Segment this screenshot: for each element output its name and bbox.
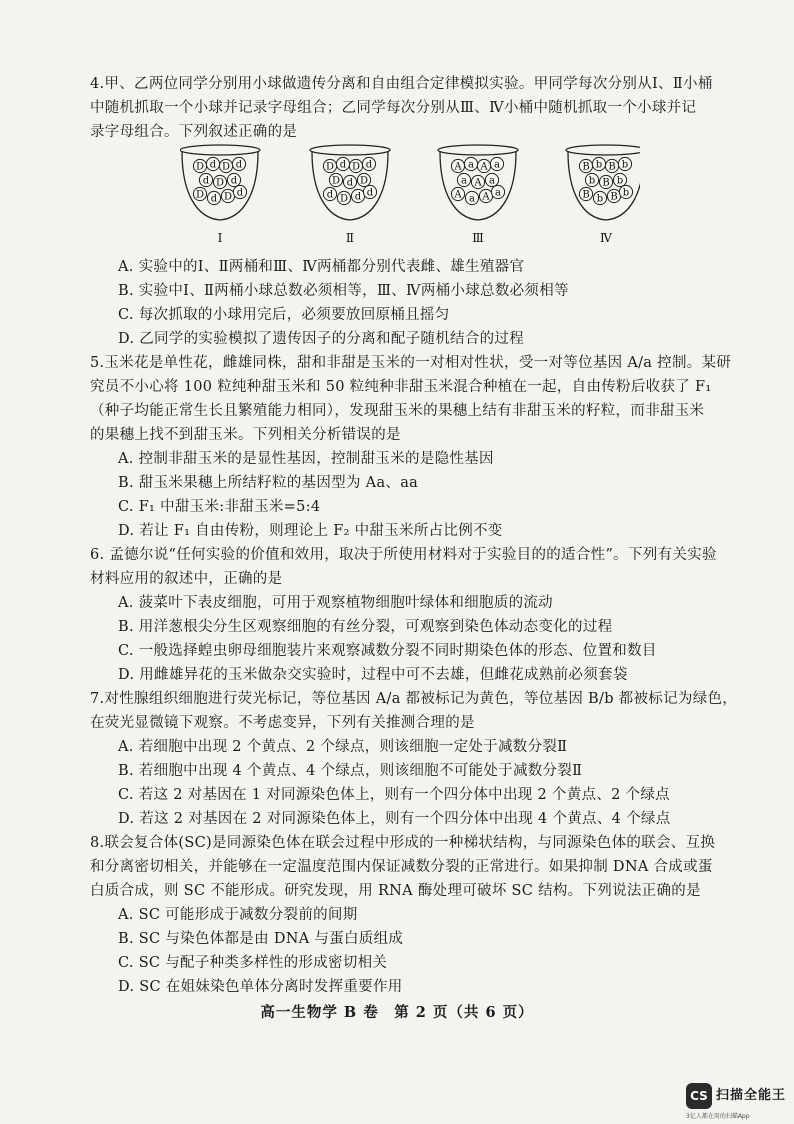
ball-letter: d: [339, 159, 347, 171]
ball-letter: D: [351, 161, 361, 173]
q5-stem-line-2: 究员不小心将 100 粒纯种甜玉米和 50 粒纯种非甜玉米混合种植在一起，自由传粉后收获了 F₁: [90, 379, 712, 395]
ball-letter: b: [596, 193, 604, 205]
q5-option-a: A. 控制非甜玉米的是显性基因，控制甜玉米的是隐性基因: [118, 451, 494, 467]
bucket-4: [566, 145, 640, 245]
ball-letter: A: [474, 177, 482, 189]
ball-letter: D: [195, 161, 205, 173]
ball-letter: a: [469, 193, 475, 205]
q6-option-a: A. 菠菜叶下表皮细胞，可用于观察植物细胞叶绿体和细胞质的流动: [118, 595, 553, 611]
ball-letter: D: [223, 191, 233, 203]
ball-letter: d: [210, 193, 218, 205]
ball-letter: d: [346, 177, 354, 189]
camscanner-watermark: [686, 1081, 794, 1121]
ball-letter: b: [622, 187, 630, 199]
q5-option-c: C. F₁ 中甜玉米:非甜玉米=5:4: [118, 499, 321, 515]
q4-option-c: C. 每次抓取的小球用完后，必须要放回原桶且摇匀: [118, 307, 450, 323]
ball-letter: d: [235, 159, 243, 171]
bucket-rim: [310, 145, 390, 155]
q7-stem-line-1: 7.对性腺组织细胞进行荧光标记，等位基因 A/a 都被标记为黄色，等位基因 B/b 都被标记为绿色，: [90, 691, 738, 707]
q4-option-a: A. 实验中的Ⅰ、Ⅱ两桶和Ⅲ、Ⅳ两桶都分别代表雌、雄生殖器官: [118, 259, 525, 275]
q5-option-b: B. 甜玉米果穗上所结籽粒的基因型为 Aa、aa: [118, 475, 419, 491]
ball-letter: a: [495, 187, 501, 199]
bucket-rim: [180, 145, 260, 155]
ball-letter: b: [588, 175, 596, 187]
ball-letter: A: [482, 191, 490, 203]
bucket-2: [310, 145, 390, 245]
q4-stem-line-3: 录字母组合。下列叙述正确的是: [90, 124, 298, 140]
ball-letter: B: [610, 191, 618, 203]
ball-letter: A: [454, 161, 462, 173]
q4-option-b: B. 实验中Ⅰ、Ⅱ两桶小球总数必须相等，Ⅲ、Ⅳ两桶小球总数必须相等: [118, 283, 569, 299]
ball-letter: d: [202, 175, 210, 187]
q6-option-d: D. 用雌雄异花的玉米做杂交实验时，过程中可不去雄，但雌花成熟前必须套袋: [118, 667, 628, 683]
q5-stem-line-4: 的果穗上找不到甜玉米。下列相关分析错误的是: [90, 427, 401, 443]
q8-option-d: D. SC 在姐妹染色单体分离时发挥重要作用: [118, 979, 403, 995]
ball-letter: B: [602, 177, 610, 189]
q5-stem-line-1: 5.玉米花是单性花，雌雄同株，甜和非甜是玉米的一对相对性状，受一对等位基因 A/a 控制。某研: [90, 355, 732, 371]
bucket-label: Ⅱ: [345, 231, 355, 245]
ball-letter: B: [608, 161, 616, 173]
bucket-diagram: [180, 142, 640, 252]
q8-option-a: A. SC 可能形成于减数分裂前的间期: [118, 907, 358, 923]
q8-stem-line-1: 8.联会复合体(SC)是同源染色体在联会过程中形成的一种梯状结构，与同源染色体的联会、互换: [90, 835, 716, 851]
ball-letter: D: [221, 161, 231, 173]
ball-letter: D: [331, 175, 341, 187]
ball-letter: d: [365, 159, 373, 171]
bucket-rim: [566, 145, 640, 155]
ball-letter: d: [354, 191, 362, 203]
page-footer: 高一生物学 B 卷 第 2 页（共 6 页）: [260, 1004, 534, 1021]
ball-letter: a: [468, 159, 474, 171]
q4-stem-line-1: 4.甲、乙两位同学分别用小球做遗传分离和自由组合定律模拟实验。甲同学每次分别从Ⅰ、Ⅱ小桶: [90, 76, 713, 92]
q6-stem-line-2: 材料应用的叙述中，正确的是: [90, 571, 283, 587]
ball-letter: d: [236, 187, 244, 199]
ball-letter: A: [480, 161, 488, 173]
ball-letter: d: [209, 159, 217, 171]
ball-letter: b: [616, 175, 624, 187]
ball-letter: b: [621, 159, 629, 171]
q6-option-b: B. 用洋葱根尖分生区观察细胞的有丝分裂，可观察到染色体动态变化的过程: [118, 619, 613, 635]
q5-option-d: D. 若让 F₁ 自由传粉，则理论上 F₂ 中甜玉米所占比例不变: [118, 523, 503, 539]
ball-letter: D: [195, 189, 205, 201]
ball-letter: D: [215, 177, 225, 189]
bucket-label: Ⅲ: [472, 231, 484, 245]
ball-letter: d: [230, 175, 238, 187]
bucket-label: Ⅳ: [600, 231, 612, 245]
q8-stem-line-2: 和分离密切相关，并能够在一定温度范围内保证减数分裂的正常进行。如果抑制 DNA 合成或蛋: [90, 859, 713, 875]
ball-letter: b: [595, 159, 603, 171]
ball-letter: d: [326, 189, 334, 201]
ball-letter: D: [359, 175, 369, 187]
camscanner-tagline: 3亿人都在用的扫描App: [686, 1113, 750, 1120]
bucket-label: Ⅰ: [217, 231, 223, 245]
q7-option-a: A. 若细胞中出现 2 个黄点、2 个绿点，则该细胞一定处于减数分裂Ⅱ: [118, 739, 568, 755]
bucket-1: [180, 145, 260, 245]
q6-option-c: C. 一般选择蝗虫卵母细胞装片来观察减数分裂不同时期染色体的形态、位置和数目: [118, 643, 657, 659]
ball-letter: d: [366, 187, 374, 199]
q7-option-b: B. 若细胞中出现 4 个黄点、4 个绿点，则该细胞不可能处于减数分裂Ⅱ: [118, 763, 583, 779]
q7-option-c: C. 若这 2 对基因在 1 对同源染色体上，则有一个四分体中出现 2 个黄点、2 个绿点: [118, 787, 670, 803]
ball-letter: A: [454, 189, 462, 201]
q7-option-d: D. 若这 2 对基因在 2 对同源染色体上，则有一个四分体中出现 4 个黄点、4 个绿点: [118, 811, 671, 827]
ball-letter: a: [489, 175, 495, 187]
q4-stem-line-2: 中随机抓取一个小球并记录字母组合；乙同学每次分别从Ⅲ、Ⅳ小桶中随机抓取一个小球并记: [90, 100, 697, 116]
ball-letter: a: [461, 175, 467, 187]
ball-letter: B: [582, 189, 590, 201]
camscanner-logo-icon: CS: [686, 1083, 712, 1109]
q4-option-d: D. 乙同学的实验模拟了遗传因子的分离和配子随机结合的过程: [118, 331, 525, 347]
q7-stem-line-2: 在荧光显微镜下观察。不考虑变异，下列有关推测合理的是: [90, 715, 475, 731]
ball-letter: a: [494, 159, 500, 171]
q8-option-b: B. SC 与染色体都是由 DNA 与蛋白质组成: [118, 931, 404, 947]
camscanner-name: 扫描全能王: [716, 1088, 787, 1103]
ball-letter: B: [582, 161, 590, 173]
bucket-rim: [438, 145, 518, 155]
q5-stem-line-3: （种子均能正常生长且繁殖能力相同），发现甜玉米的果穗上结有非甜玉米的籽粒，而非甜玉米: [90, 403, 705, 419]
q6-stem-line-1: 6. 孟德尔说“任何实验的价值和效用，取决于所使用材料对于实验目的的适合性”。下列有关实验: [90, 547, 717, 563]
q8-option-c: C. SC 与配子种类多样性的形成密切相关: [118, 955, 388, 971]
bucket-3: [438, 145, 518, 245]
q8-stem-line-3: 白质合成，则 SC 不能形成。研究发现，用 RNA 酶处理可破坏 SC 结构。下列说法正确的是: [90, 883, 701, 899]
ball-letter: D: [339, 193, 349, 205]
ball-letter: D: [325, 161, 335, 173]
